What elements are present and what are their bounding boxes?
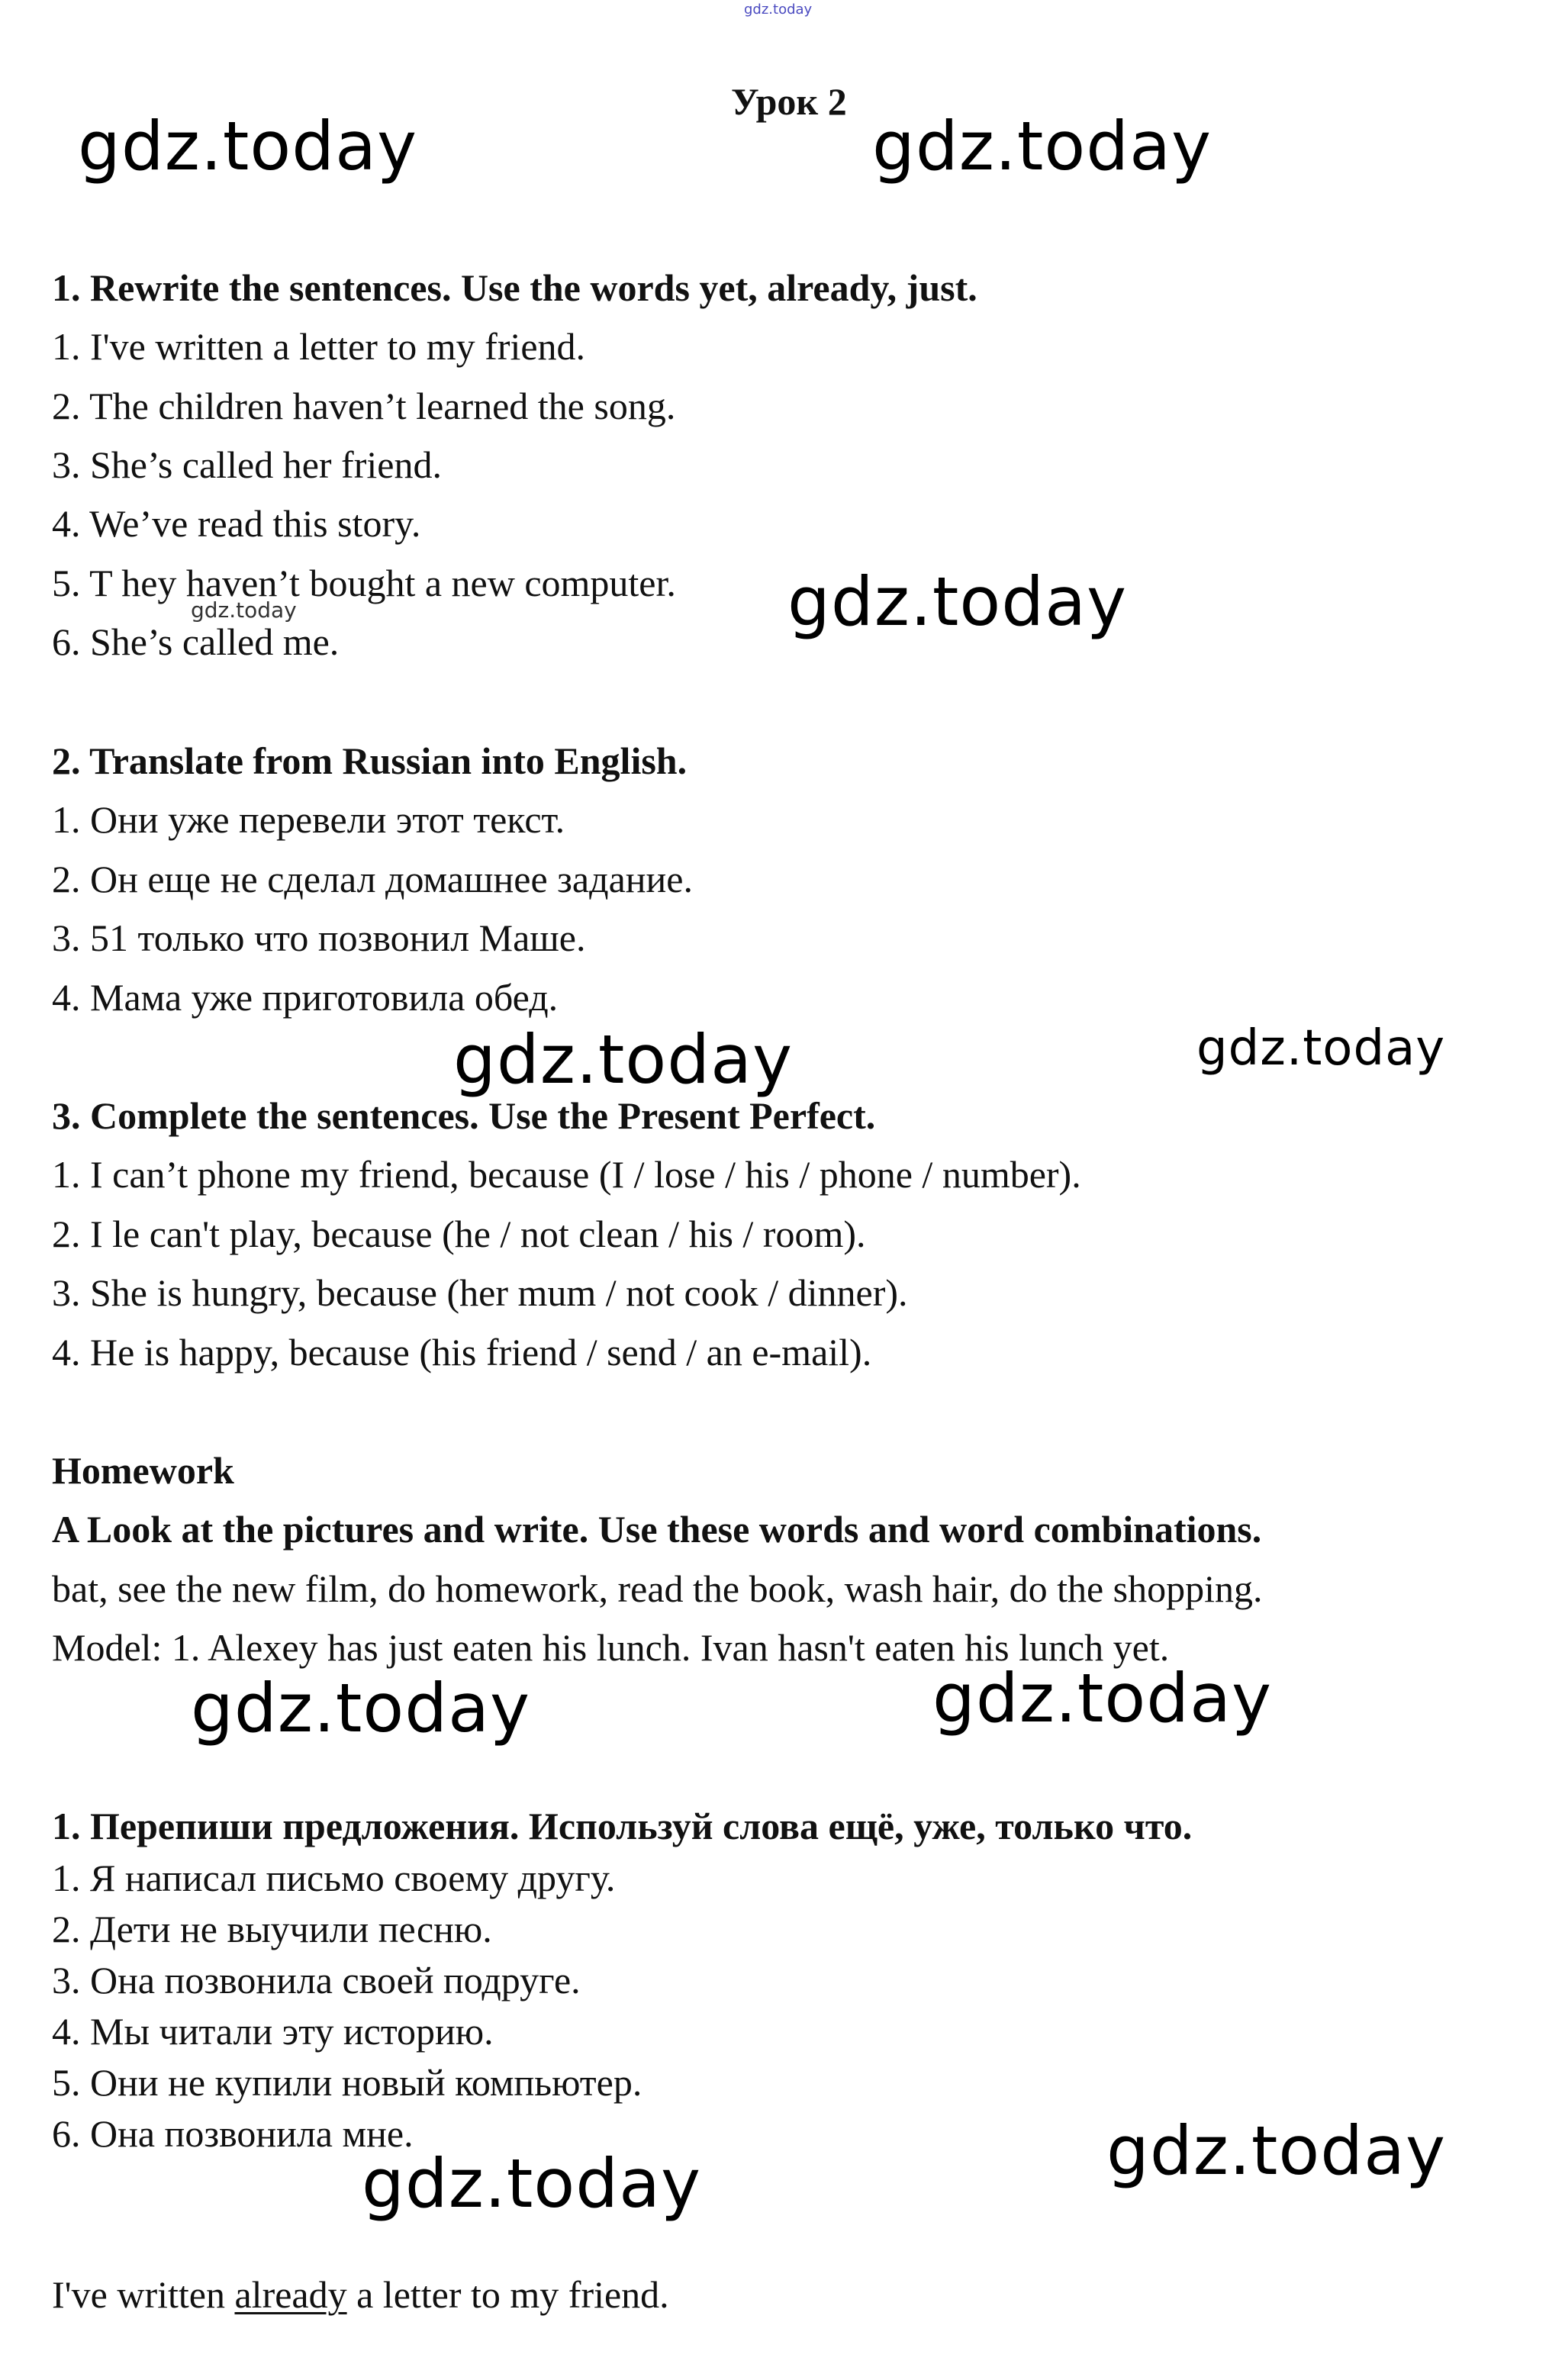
task1-ru-item: 3. Она позвонила своей подруге. — [52, 1959, 581, 2002]
task1-ru-item: 2. Дети не выучили песню. — [52, 1908, 492, 1950]
task1-item: 2. The children haven’t learned the song. — [52, 385, 676, 427]
task1-ru-item: 6. Она позвонила мне. — [52, 2112, 414, 2155]
task1-ru-heading: 1. Перепиши предложения. Используй слова ещё, уже, только что. — [52, 1805, 1193, 1847]
task1-ru-item: 5. Они не купили новый компьютер. — [52, 2061, 642, 2104]
watermark: gdz.today — [1196, 1020, 1446, 1077]
homework-heading: Homework — [52, 1449, 234, 1492]
task1-item: 4. We’ve read this story. — [52, 502, 421, 545]
task1-item: 1. I've written a letter to my friend. — [52, 325, 586, 368]
task1-ru-item: 4. Мы читали эту историю. — [52, 2010, 494, 2053]
watermark: gdz.today — [1106, 2111, 1447, 2190]
watermark: gdz.today — [191, 1669, 531, 1747]
task3-item: 2. I le can't play, because (he / not clean / his / room). — [52, 1213, 866, 1255]
task2-item: 2. Он еще не сделал домашнее задание. — [52, 858, 693, 900]
top-watermark: gdz.today — [744, 2, 813, 18]
answer-after: a letter to my friend. — [346, 2273, 669, 2316]
task2-item: 4. Мама уже приготовила обед. — [52, 976, 559, 1019]
task1-heading: 1. Rewrite the sentences. Use the words yet, already, just. — [52, 266, 977, 309]
watermark: gdz.today — [362, 2144, 702, 2223]
page-title: Урок 2 — [731, 80, 847, 123]
homework-words: bat, see the new film, do homework, read the book, wash hair, do the shopping. — [52, 1567, 1263, 1610]
watermark: gdz.today — [78, 107, 418, 185]
task2-item: 3. 51 только что позвонил Маше. — [52, 916, 586, 959]
task1-item: 3. She’s called her friend. — [52, 443, 442, 486]
watermark-small: gdz.today — [191, 597, 297, 623]
watermark: gdz.today — [453, 1020, 794, 1099]
task3-item: 1. I can’t phone my friend, because (I / lose / his / phone / number). — [52, 1153, 1081, 1196]
watermark: gdz.today — [932, 1659, 1273, 1737]
task1-ru-item: 1. Я написал письмо своему другу. — [52, 1857, 616, 1899]
task3-heading: 3. Complete the sentences. Use the Present Perfect. — [52, 1094, 876, 1137]
answer-line — [52, 2275, 669, 2314]
task2-heading: 2. Translate from Russian into English. — [52, 739, 688, 782]
task1-item: 5. T hey haven’t bought a new computer. — [52, 562, 676, 604]
task3-item: 3. She is hungry, because (her mum / not cook / dinner). — [52, 1271, 908, 1314]
watermark: gdz.today — [787, 562, 1128, 641]
homework-model: Model: 1. Alexey has just eaten his lunch. Ivan hasn't eaten his lunch yet. — [52, 1626, 1170, 1669]
homework-subheading: A Look at the pictures and write. Use these words and word combinations. — [52, 1508, 1262, 1551]
task1-item: 6. She’s called me. — [52, 620, 340, 663]
answer-before: I've written — [52, 2273, 235, 2316]
watermark: gdz.today — [872, 107, 1212, 185]
answer-underlined: already — [234, 2273, 347, 2316]
task3-item: 4. He is happy, because (his friend / send / an e-mail). — [52, 1331, 872, 1374]
task2-item: 1. Они уже перевели этот текст. — [52, 798, 565, 841]
